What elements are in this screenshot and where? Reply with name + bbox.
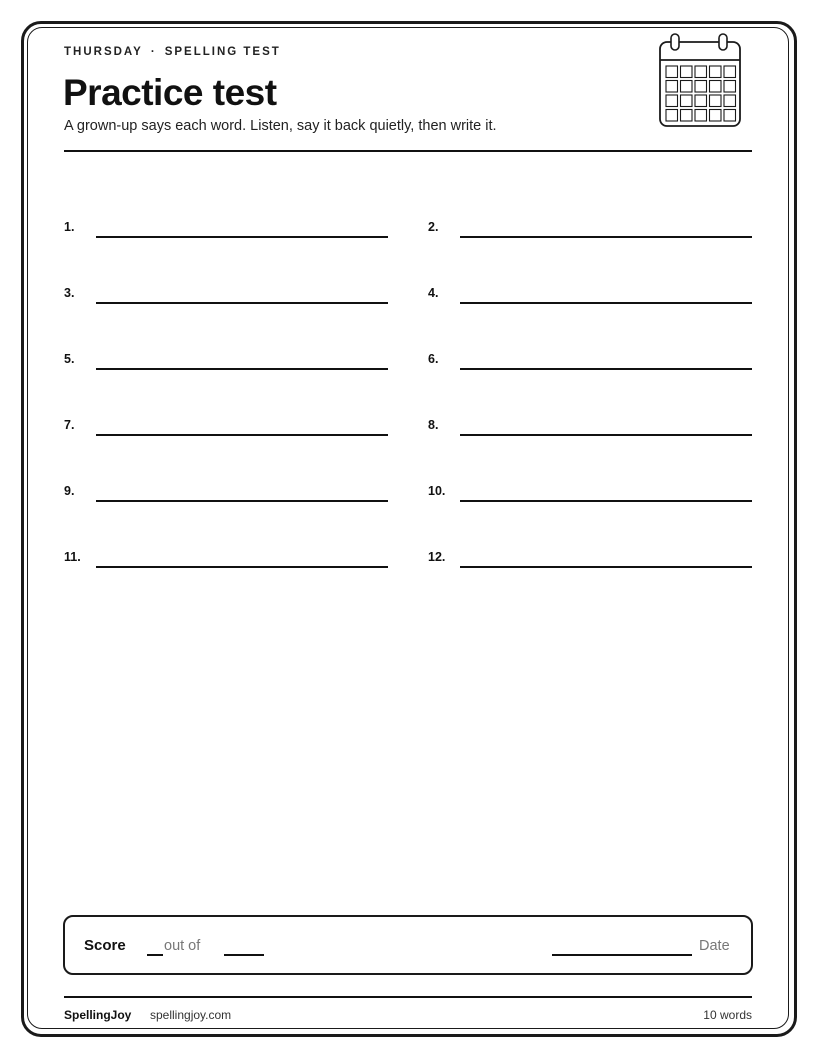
word-answer-line[interactable] [96,236,388,238]
word-answer-line[interactable] [460,368,752,370]
word-item-number: 9. [64,484,75,498]
word-item [64,406,388,436]
word-item [428,472,752,502]
word-item-number: 7. [64,418,75,432]
word-item-number: 10. [428,484,446,498]
score-box [63,915,753,975]
date-field[interactable] [552,954,692,956]
kicker-day: THURSDAY [64,46,143,58]
word-item [428,406,752,436]
score-out-of-label: out of [164,938,201,954]
score-total-field[interactable] [224,954,264,956]
score-points-field[interactable] [147,954,163,956]
instructions-text: A grown-up says each word. Listen, say it back quietly, then write it. [64,118,497,134]
calendar-icon [657,32,743,128]
calendar-cell [695,81,707,93]
word-answer-line[interactable] [460,434,752,436]
word-item-number: 2. [428,220,439,234]
calendar-cell [666,81,678,93]
word-item [64,208,388,238]
page-border-inner [27,27,789,1029]
footer-divider [64,996,752,998]
word-item [428,274,752,304]
calendar-cell [681,95,693,107]
calendar-cell [724,66,736,78]
footer-brand: SpellingJoy [64,1008,132,1022]
word-answer-line[interactable] [460,566,752,568]
calendar-cell [710,110,722,122]
footer-site: spellingjoy.com [150,1008,232,1022]
calendar-cell [724,95,736,107]
word-item [428,538,752,568]
calendar-cell [695,95,707,107]
word-item-number: 11. [64,550,81,564]
word-answer-line[interactable] [96,500,388,502]
word-item-number: 1. [64,220,75,234]
calendar-cell [710,81,722,93]
word-item-number: 8. [428,418,439,432]
calendar-cell [681,110,693,122]
calendar-cell [695,66,707,78]
word-item-number: 4. [428,286,439,300]
kicker-section: SPELLING TEST [164,46,281,58]
word-item-number: 3. [64,286,75,300]
calendar-cell [724,110,736,122]
calendar-cell [666,110,678,122]
calendar-cell [666,95,678,107]
word-answer-line[interactable] [96,368,388,370]
calendar-cell [695,110,707,122]
word-item [428,340,752,370]
word-item-number: 12. [428,550,446,564]
word-item [64,472,388,502]
kicker-separator: · [150,46,157,58]
header-divider [64,150,752,152]
score-label: Score [84,937,126,954]
page-title: Practice test [63,72,277,113]
calendar-cell [710,95,722,107]
date-label: Date [699,938,730,954]
word-answer-line[interactable] [96,302,388,304]
word-answer-line[interactable] [96,566,388,568]
word-answer-line[interactable] [96,434,388,436]
calendar-cell [681,66,693,78]
word-item-number: 6. [428,352,439,366]
calendar-cell [710,66,722,78]
header-kicker [64,46,281,58]
footer-word-count: 10 words [703,1008,752,1022]
word-answer-line[interactable] [460,302,752,304]
calendar-cell [666,66,678,78]
word-item [428,208,752,238]
word-item [64,274,388,304]
word-item-number: 5. [64,352,75,366]
word-item [64,538,388,568]
calendar-cell [724,81,736,93]
word-answer-line[interactable] [460,500,752,502]
word-answer-line[interactable] [460,236,752,238]
calendar-cell [681,81,693,93]
word-item [64,340,388,370]
